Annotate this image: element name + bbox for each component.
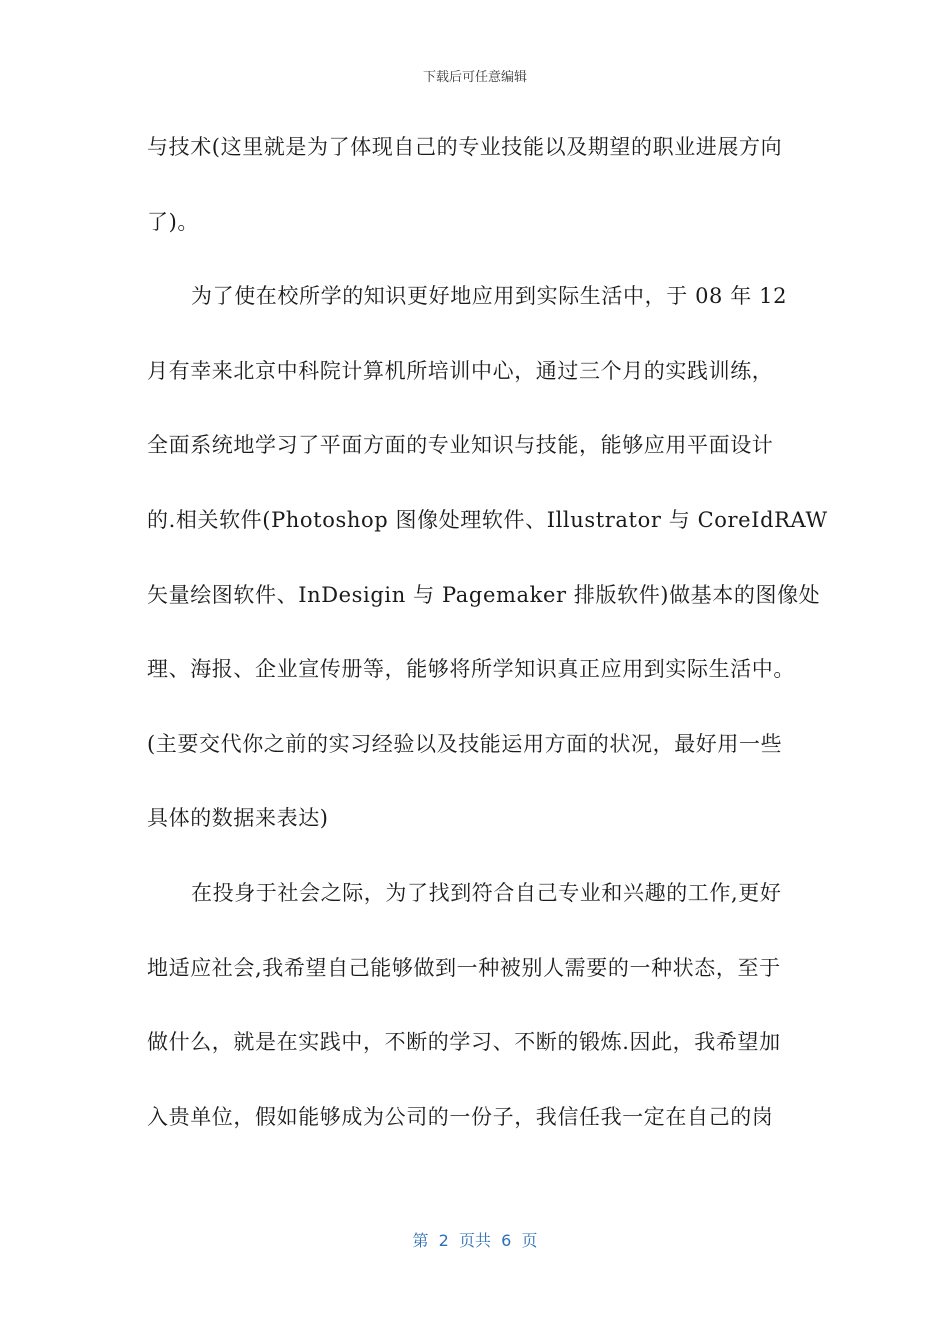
- text-line: 矢量绘图软件、InDesigin 与 Pagemaker 排版软件)做基本的图像处: [147, 582, 821, 607]
- page-header: 下载后可任意编辑: [422, 70, 527, 85]
- text-line: 做什么，就是在实践中，不断的学习、不断的锻炼.因此，我希望加: [147, 1030, 781, 1055]
- page-number: 第 2 页共 6 页: [412, 1231, 538, 1250]
- text-line: 具体的数据来表达): [147, 806, 329, 831]
- text-line: (主要交代你之前的实习经验以及技能运用方面的状况，最好用一些: [147, 731, 783, 756]
- document-body: [147, 132, 828, 1176]
- text-line: 了)。: [147, 209, 199, 234]
- paragraph-start-line: 为了使在校所学的知识更好地应用到实际生活中，于 08 年 12: [191, 284, 788, 309]
- text-line: 理、海报、企业宣传册等，能够将所学知识真正应用到实际生活中。: [147, 657, 795, 682]
- text-line: 入贵单位，假如能够成为公司的一份子，我信任我一定在自己的岗: [147, 1104, 774, 1129]
- text-line: 的.相关软件(Photoshop 图像处理软件、Illustrator 与 CoreIdRAW: [147, 507, 828, 532]
- text-line: 地适应社会,我希望自己能够做到一种被别人需要的一种状态，至于: [147, 955, 781, 980]
- text-line: 全面系统地学习了平面方面的专业知识与技能，能够应用平面设计: [147, 433, 774, 458]
- paragraph-start-line: 在投身于社会之际，为了找到符合自己专业和兴趣的工作,更好: [191, 880, 782, 905]
- text-line: 与技术(这里就是为了体现自己的专业技能以及期望的职业进展方向: [147, 135, 783, 159]
- text-line: 月有幸来北京中科院计算机所培训中心，通过三个月的实践训练，: [147, 358, 774, 383]
